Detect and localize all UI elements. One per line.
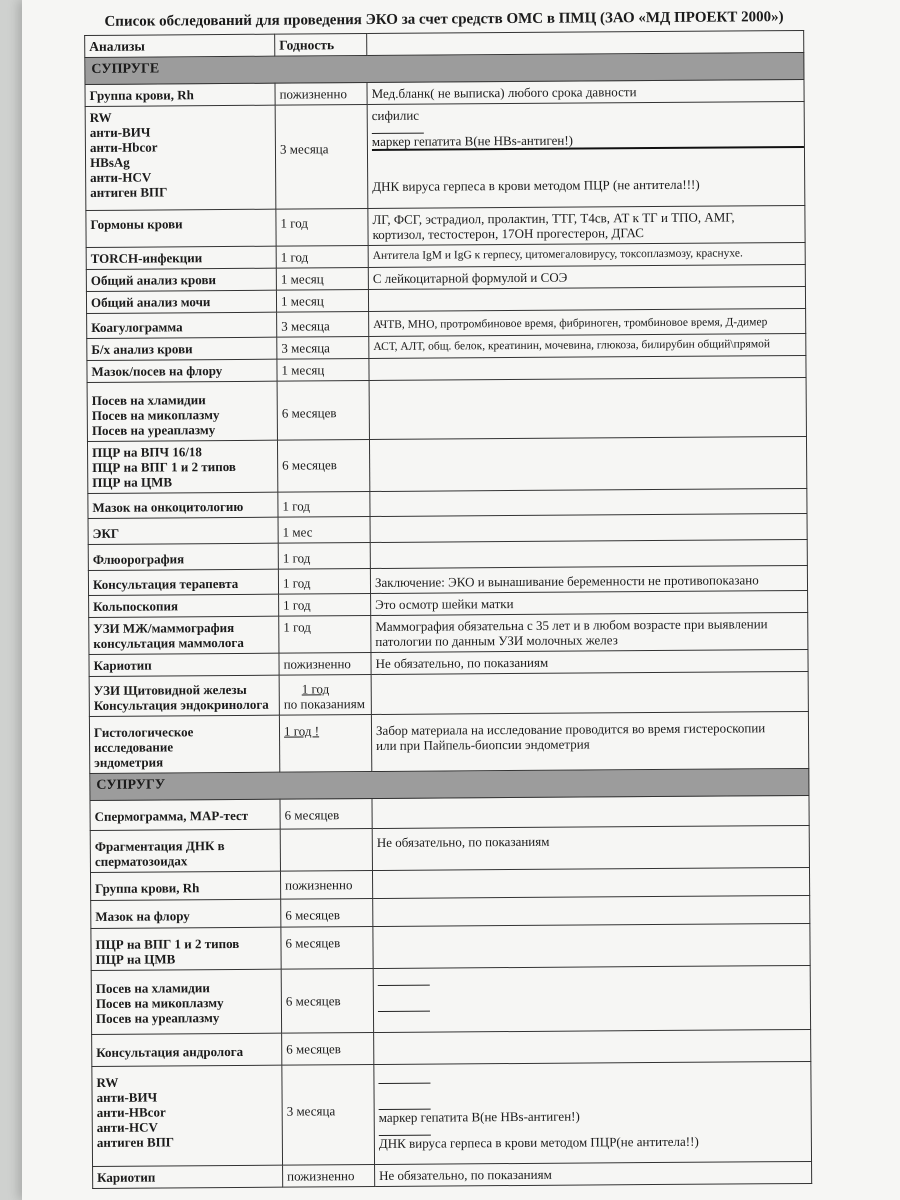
test-name: Консультация эндокринолога	[93, 696, 269, 713]
validity: 1 год	[276, 246, 368, 269]
test-name: анти-ВИЧ	[89, 124, 151, 140]
note-line: Не обязательно, по показаниям	[376, 833, 550, 850]
test-name: эндометрия	[94, 754, 164, 770]
empty-note	[369, 436, 806, 491]
blank-line	[378, 975, 430, 986]
section-label: СУПРУГУ	[90, 768, 809, 800]
validity: пожизненно	[280, 871, 372, 900]
test-name: Мазок на флору	[95, 908, 190, 924]
table-row	[92, 1029, 811, 1066]
test-name: Флюорография	[92, 551, 185, 567]
test-name: Общий анализ крови	[90, 272, 217, 288]
note-line: АСТ, АЛТ, общ. белок, креатинин, мочевина, глюкоза, билирубин общий\прямой	[373, 338, 771, 353]
validity: 1 год	[278, 569, 370, 595]
validity: 1 год	[278, 543, 370, 570]
validity: 3 месяца	[282, 1065, 375, 1166]
table-row	[92, 1061, 812, 1166]
test-name: сперматозоидах	[94, 853, 188, 869]
test-name: ПЦР на ВПГ 1 и 2 типов	[92, 458, 236, 475]
table-row	[93, 1161, 812, 1188]
header-validity: Годность	[275, 34, 367, 57]
test-name: антиген ВПГ	[90, 184, 168, 200]
test-name: TORCH-инфекции	[90, 250, 203, 266]
note-line: сифилис	[371, 107, 420, 123]
table-row	[86, 205, 805, 247]
test-name: Б/х анализ крови	[91, 341, 193, 357]
table-row	[90, 825, 809, 872]
table-row	[89, 612, 808, 654]
test-name: анти-ВИЧ	[96, 1089, 158, 1105]
validity: 3 месяца	[275, 105, 368, 210]
test-name: УЗИ МЖ/маммография	[93, 619, 235, 636]
test-name: RW	[89, 109, 112, 125]
header-tests: Анализы	[85, 34, 275, 57]
test-name: анти-Hbcor	[89, 139, 158, 155]
table-row	[89, 711, 808, 773]
test-name: Посев на уреаплазму	[95, 1010, 220, 1026]
empty-note	[374, 1029, 811, 1064]
test-name: Группа крови, Rh	[89, 87, 194, 103]
note-line: патологии по данным УЗИ молочных желез	[375, 632, 618, 649]
table-row	[91, 965, 810, 1034]
test-name: Консультация терапевта	[92, 575, 239, 592]
test-name: ПЦР на ЦМВ	[95, 951, 176, 967]
test-name: Гормоны крови	[90, 216, 183, 232]
test-name: ЭКГ	[92, 525, 120, 541]
note-line: ДНК вируса герпеса в крови методом ПЦР(не антитела!!)	[378, 1133, 699, 1151]
empty-note	[373, 923, 810, 968]
validity: 3 месяца	[277, 337, 369, 360]
test-name: Кариотип	[93, 657, 152, 673]
test-name: Мазок/посев на флору	[91, 363, 223, 379]
validity: 6 месяцев	[281, 969, 373, 1034]
test-name: HBsAg	[89, 154, 130, 170]
note-line: Антитела IgM и IgG к герпесу, цитомегаловирусу, токсоплазмозу, краснухе.	[372, 247, 743, 262]
empty-note	[373, 895, 810, 926]
test-name: Консультация андролога	[96, 1043, 244, 1060]
validity: пожизненно	[279, 653, 371, 676]
table-row	[89, 671, 808, 716]
note-line: ЛГ, ФСГ, эстрадиол, пролактин, ТТГ, Т4св, АТ к ТГ и ТПО, АМГ,	[372, 209, 735, 227]
validity: 1 месяц	[276, 268, 368, 291]
empty-note	[371, 671, 808, 714]
table-row	[87, 377, 806, 441]
table-row	[87, 436, 806, 493]
validity: 6 месяцев	[282, 1033, 374, 1066]
blank-line	[378, 1073, 430, 1084]
test-name: Мазок на онкоцитологию	[92, 498, 244, 515]
validity: 1 месяц	[277, 359, 369, 382]
empty-note	[372, 867, 809, 898]
validity: 1 месяц	[276, 290, 368, 313]
note-line: Забор материала на исследование проводится во время гистероскопии	[375, 720, 766, 738]
test-name: Общий анализ мочи	[90, 294, 211, 310]
test-name: Посев на микоплазму	[91, 407, 220, 423]
blank-line	[372, 123, 424, 134]
test-name: Группа крови, Rh	[95, 880, 200, 896]
blank-line	[379, 1099, 431, 1110]
test-name: Фрагментация ДНК в	[94, 838, 225, 854]
note-line: кортизол, тестостерон, 17ОН прогестерон, ДГАС	[372, 225, 644, 242]
validity: 1 год	[278, 492, 370, 518]
note-line: АЧТВ, МНО, протромбиновое время, фибриноген, тромбиновое время, Д-димер	[373, 316, 768, 331]
test-name: Посев на уреаплазму	[91, 422, 216, 438]
empty-note	[369, 355, 806, 380]
test-name: Спермограмма, MAP-тест	[94, 807, 249, 824]
test-name: ПЦР на ВПГ 1 и 2 типов	[95, 935, 240, 952]
test-name: консультация маммолога	[93, 634, 244, 651]
test-name: Посев на хламидии	[95, 980, 210, 996]
test-name: Кариотип	[97, 1169, 156, 1185]
empty-note	[370, 488, 807, 516]
document	[84, 9, 812, 1189]
validity: 3 месяца	[277, 312, 369, 338]
test-name: анти-HCV	[96, 1119, 158, 1135]
validity: пожизненно	[283, 1164, 375, 1187]
section-label: СУПРУГЕ	[85, 52, 804, 84]
validity: 6 месяцев	[281, 927, 373, 970]
test-name: Гистологическое исследование	[93, 724, 194, 755]
empty-note	[369, 377, 806, 439]
empty-note	[370, 513, 807, 542]
validity: 1 мес	[278, 517, 370, 544]
empty-note	[372, 795, 809, 828]
validity: по показаниям	[283, 696, 365, 712]
empty-note	[370, 539, 807, 568]
validity: 1 год	[276, 209, 368, 247]
note-line: Мед.бланк( не выписка) любого срока давности	[371, 84, 637, 101]
test-name: Посев на микоплазму	[95, 995, 224, 1011]
empty-note	[368, 286, 805, 311]
note-line: Заключение: ЭКО и вынашивание беременности не противопоказано	[374, 572, 759, 590]
exam-table	[84, 30, 812, 1189]
validity: 6 месяцев	[277, 440, 369, 493]
test-name: Посев на хламидии	[91, 392, 206, 408]
header-notes	[367, 30, 804, 55]
validity: 6 месяцев	[277, 381, 369, 441]
test-name: Кольпоскопия	[93, 598, 179, 614]
test-name: анти-HBcor	[96, 1104, 166, 1120]
table-row	[85, 101, 805, 210]
test-name: ПЦР на ВПЧ 16/18	[92, 444, 202, 460]
note-line: маркер гепатита В(не HBs-антиген!)	[371, 132, 574, 149]
validity: 1 год	[279, 616, 371, 654]
validity: 1 год	[279, 594, 371, 617]
note-line: или при Пайпель-биопсии эндометрия	[376, 736, 590, 753]
test-name: RW	[96, 1074, 119, 1090]
validity: 6 месяцев	[281, 899, 373, 928]
paper-sheet	[22, 0, 900, 1200]
validity: пожизненно	[275, 83, 367, 106]
test-name: анти-HCV	[90, 169, 152, 185]
test-name: УЗИ Щитовидной железы	[93, 681, 247, 698]
table-row	[91, 923, 810, 970]
test-name: ПЦР на ЦМВ	[92, 474, 173, 490]
note-line: Не обязательно, по показаниям	[375, 654, 549, 671]
test-name: Коагулограмма	[91, 319, 183, 335]
test-name: антиген ВПГ	[96, 1134, 175, 1150]
validity: 1 год !	[283, 723, 320, 739]
note-line: Это осмотр шейки матки	[375, 596, 514, 612]
validity: 1 год	[301, 681, 330, 697]
blank-line	[379, 1125, 431, 1136]
note-line: Не обязательно, по показаниям	[379, 1166, 552, 1183]
note-line: маркер гепатита В(не HBs-антиген!)	[378, 1108, 580, 1125]
validity: 6 месяцев	[280, 799, 372, 830]
document-title: Список обследований для проведения ЭКО за счет средств ОМС в ПМЦ (ЗАО «МД ПРОЕКТ 2000»)	[104, 9, 784, 30]
note-line: Маммография обязательна с 35 лет и в любом возрасте при выявлении	[375, 616, 768, 634]
note-line: С лейкоцитарной формулой и СОЭ	[372, 269, 568, 286]
validity	[280, 829, 372, 872]
blank-line	[378, 1001, 430, 1012]
note-line: ДНК вируса герпеса в крови методом ПЦР (не антитела!!!)	[372, 176, 700, 194]
